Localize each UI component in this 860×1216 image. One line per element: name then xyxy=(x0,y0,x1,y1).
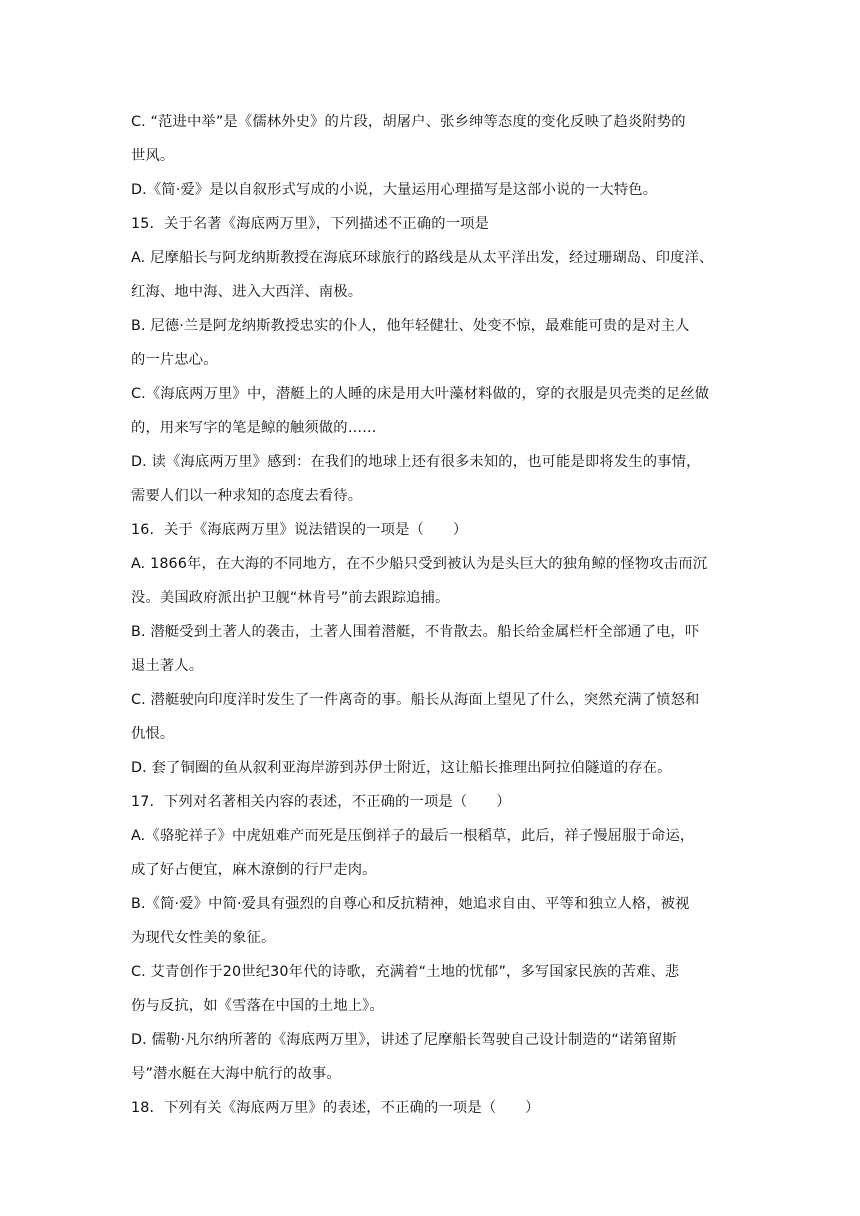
text-line: 红海、地中海、进入大西洋、南极。 xyxy=(131,284,363,300)
text-line: 需要人们以一种求知的态度去看待。 xyxy=(131,488,363,504)
text-line: 号”潜水艇在大海中航行的故事。 xyxy=(131,1066,341,1082)
question-15-stem: 15．关于名著《海底两万里》，下列描述不正确的一项是 xyxy=(131,216,490,232)
question-17-stem: 17．下列对名著相关内容的表述，不正确的一项是（ ） xyxy=(131,794,511,810)
text-line: 为现代女性美的象征。 xyxy=(131,930,276,946)
text-line: D. 儒勒·凡尔纳所著的《海底两万里》，讲述了尼摩船长驾驶自己设计制造的“诺第留斯 xyxy=(131,1032,677,1048)
text-line: C. 潜艇驶向印度洋时发生了一件离奇的事。船长从海面上望见了什么，突然充满了愤怒和 xyxy=(131,692,700,708)
text-line: D.《简·爱》是以自叙形式写成的小说，大量运用心理描写是这部小说的一大特色。 xyxy=(131,182,658,198)
text-line: A. 1866年，在大海的不同地方，在不少船只受到被认为是头巨大的独角鲸的怪物攻击而沉 xyxy=(131,556,708,572)
text-line: B. 尼德·兰是阿龙纳斯教授忠实的仆人，他年轻健壮、处变不惊，最难能可贵的是对主人 xyxy=(131,318,690,334)
text-line: A. 尼摩船长与阿龙纳斯教授在海底环球旅行的路线是从太平洋出发，经过珊瑚岛、印度洋、 xyxy=(131,250,714,266)
text-line: A.《骆驼祥子》中虎妞难产而死是压倒祥子的最后一根稻草，此后，祥子慢屈服于命运， xyxy=(131,828,695,844)
text-line: C. “范进中举”是《儒林外史》的片段，胡屠户、张乡绅等态度的变化反映了趋炎附势的 xyxy=(131,114,686,130)
text-line: 退土著人。 xyxy=(131,658,204,674)
text-line: C.《海底两万里》中，潜艇上的人睡的床是用大叶藻材料做的，穿的衣服是贝壳类的足丝做 xyxy=(131,386,710,402)
text-line: C. 艾青创作于20世纪30年代的诗歌，充满着“土地的忧郁”，多写国家民族的苦难、悲 xyxy=(131,964,680,980)
text-line: 的，用来写字的笔是鲸的触须做的…… xyxy=(131,420,377,436)
text-line: B.《简·爱》中简·爱具有强烈的自尊心和反抗精神，她追求自由、平等和独立人格，被视 xyxy=(131,896,690,912)
text-line: 仇恨。 xyxy=(131,726,175,742)
text-line: 的一片忠心。 xyxy=(131,352,218,368)
document-body xyxy=(131,105,731,1125)
text-line: 世风。 xyxy=(131,148,175,164)
question-16-stem: 16．关于《海底两万里》说法错误的一项是（ ） xyxy=(131,522,468,538)
text-line: D. 读《海底两万里》感到：在我们的地球上还有很多未知的，也可能是即将发生的事情， xyxy=(131,454,701,470)
text-line: D. 套了铜圈的鱼从叙利亚海岸游到苏伊士附近，这让船长推理出阿拉伯隧道的存在。 xyxy=(131,760,672,776)
text-line: 没。美国政府派出护卫舰“林肯号”前去跟踪追捕。 xyxy=(131,590,450,606)
text-line: B. 潜艇受到土著人的袭击，土著人围着潜艇，不肯散去。船长给金属栏杆全部通了电，吓 xyxy=(131,624,700,640)
text-line: 伤与反抗，如《雪落在中国的土地上》。 xyxy=(131,998,384,1014)
question-18-stem: 18．下列有关《海底两万里》的表述，不正确的一项是（ ） xyxy=(131,1100,540,1116)
text-line: 成了好占便宜，麻木潦倒的行尸走肉。 xyxy=(131,862,377,878)
